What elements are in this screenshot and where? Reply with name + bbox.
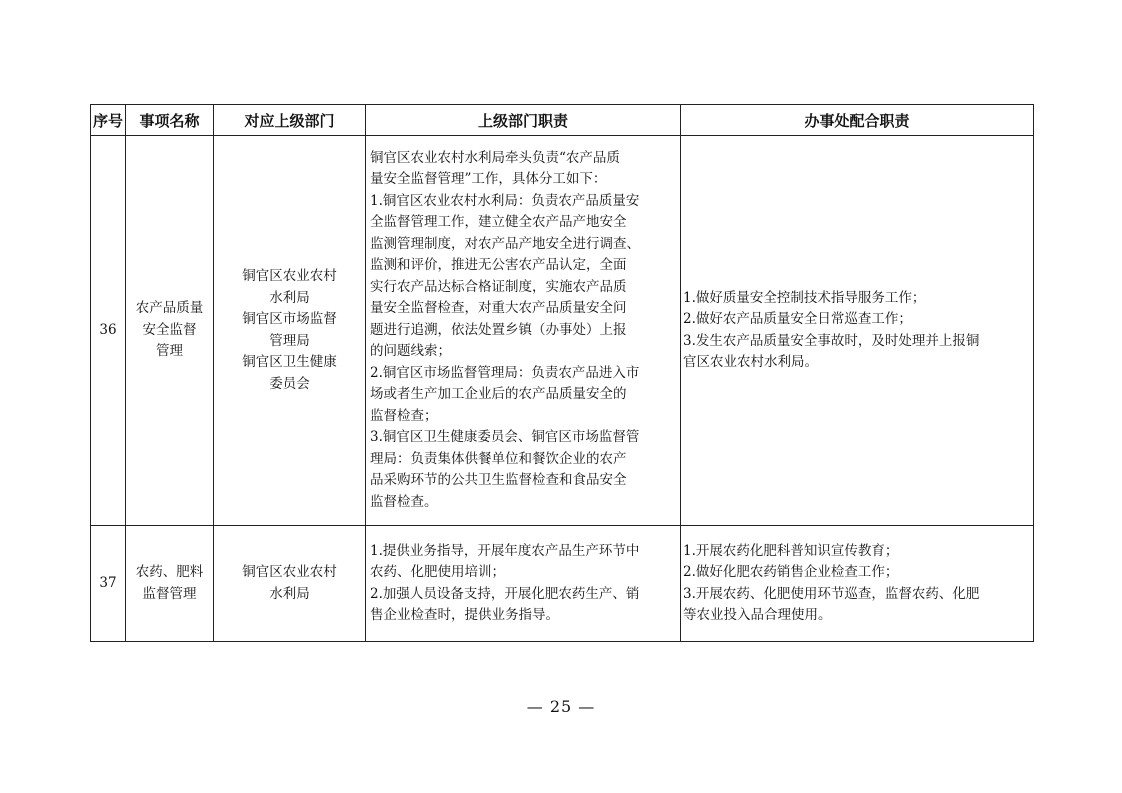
department-line: 委员会 [269,375,310,392]
department-line: 水利局 [269,585,310,602]
duty-line: 的问题线索； [370,343,451,360]
department [214,526,366,642]
row-number: 37 [91,526,126,642]
item-name-line: 安全监督 [142,321,197,338]
duty-line: 理局：负责集体供餐单位和餐饮企业的农产 [370,450,627,467]
department-line: 水利局 [269,289,310,306]
coop-line: 1.做好质量安全控制技术指导服务工作； [683,289,926,306]
duty-line: 量安全监督检查，对重大农产品质量安全问 [370,300,627,317]
header-dept-duty: 上级部门职责 [366,105,681,136]
item-name [126,526,214,642]
dept-duty [366,136,681,526]
duty-line: 3.铜官区卫生健康委员会、铜官区市场监督管 [370,429,640,446]
duty-line: 全监督管理工作，建立健全农产品产地安全 [370,214,627,231]
department-line: 铜官区卫生健康 [242,354,337,370]
duty-line: 1.铜官区农业农村水利局：负责农产品质量安 [370,192,640,209]
department [214,136,366,526]
department-line: 铜官区农业农村 [242,268,337,284]
duty-line: 售企业检查时，提供业务指导。 [370,607,559,623]
coop-line: 官区农业农村水利局。 [683,354,818,370]
duty-line: 量安全监督管理”工作，具体分工如下： [370,171,607,188]
item-name [126,136,214,526]
item-name-line: 农产品质量 [135,300,204,317]
duty-line: 2.加强人员设备支持，开展化肥农药生产、销 [370,585,640,602]
office-duty [681,136,1034,526]
duty-line: 监测和评价，推进无公害农产品认定，全面 [370,257,627,274]
duty-line: 监督检查。 [370,493,438,510]
row-number: 36 [91,136,126,526]
duty-line: 监督检查； [370,407,438,424]
duty-line: 题进行追溯，依法处置乡镇（办事处）上报 [370,321,627,338]
duty-line: 铜官区农业农村水利局牵头负责“农产品质 [370,149,620,166]
coop-line: 2.做好农产品质量安全日常巡查工作； [683,311,912,327]
table-row [91,526,1034,642]
duty-table [90,104,1034,642]
header-number: 序号 [91,105,126,136]
header-item-name: 事项名称 [126,105,214,136]
duty-line: 2.铜官区市场监督管理局：负责农产品进入市 [370,364,640,381]
coop-line: 2.做好化肥农药销售企业检查工作； [683,564,899,580]
item-name-line: 农药、肥料 [135,564,204,580]
office-duty [681,526,1034,642]
duty-line: 监测管理制度，对农产品产地安全进行调查、 [370,235,640,252]
duty-line: 场或者生产加工企业后的农产品质量安全的 [370,386,627,403]
duty-line: 品采购环节的公共卫生监督检查和食品安全 [370,472,627,489]
header-office-duty: 办事处配合职责 [681,105,1034,136]
coop-line: 1.开展农药化肥科普知识宣传教育； [683,542,899,559]
page-number: — 25 — [526,697,596,716]
coop-line: 3.发生农产品质量安全事故时，及时处理并上报铜 [683,332,980,349]
dept-duty [366,526,681,642]
item-name-line: 管理 [156,343,183,360]
department-line: 管理局 [269,332,310,349]
duty-line: 农药、化肥使用培训； [370,564,505,580]
department-line: 铜官区农业农村 [242,564,337,580]
duty-line: 1.提供业务指导，开展年度农产品生产环节中 [370,542,640,559]
coop-line: 等农业投入品合理使用。 [683,607,832,623]
department-line: 铜官区市场监督 [242,311,337,327]
coop-line: 3.开展农药、化肥使用环节巡查，监督农药、化肥 [683,585,980,602]
header-row [91,105,1034,136]
item-name-line: 监督管理 [142,585,197,602]
table-row [91,136,1034,526]
duty-line: 实行农产品达标合格证制度，实施农产品质 [370,278,627,295]
header-department: 对应上级部门 [214,105,366,136]
